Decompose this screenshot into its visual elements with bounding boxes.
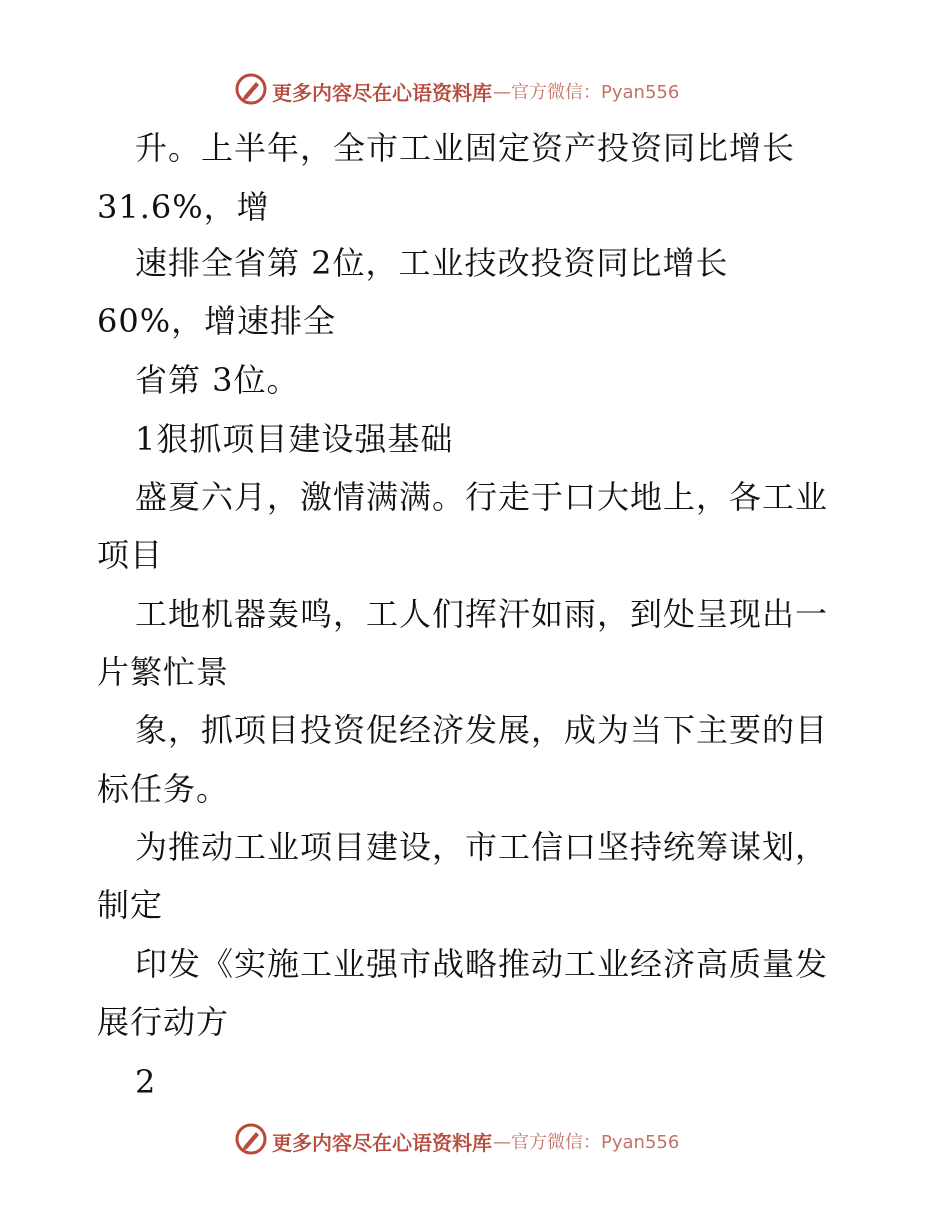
watermark-brand-text: 更多内容尽在心语资料库 <box>272 81 492 105</box>
body-line: 60%，增速排全 <box>97 302 337 340</box>
watermark-brand-text: 更多内容尽在心语资料库 <box>272 1131 492 1155</box>
header-watermark <box>0 70 950 110</box>
body-line: 展行动方 <box>97 1003 230 1041</box>
body-line: 31.6%，增 <box>97 188 270 226</box>
footer-watermark <box>0 1120 950 1160</box>
pen-seal-icon <box>234 1122 268 1156</box>
body-line: 为推动工业项目建设，市工信口坚持统筹谋划， <box>135 828 829 866</box>
body-line: 片繁忙景 <box>97 653 230 691</box>
pen-seal-icon <box>234 72 268 106</box>
section-heading: 1狠抓项目建设强基础 <box>135 420 454 458</box>
body-line: 象，抓项目投资促经济发展，成为当下主要的目 <box>135 711 829 749</box>
body-line: 省第 3位。 <box>135 361 300 399</box>
body-line: 工地机器轰鸣，工人们挥汗如雨，到处呈现出一 <box>135 595 829 633</box>
body-line: 标任务。 <box>97 770 230 808</box>
body-line: 制定 <box>97 886 164 924</box>
body-line: 盛夏六月，激情满满。行走于口大地上，各工业 <box>135 478 829 516</box>
body-line: 速排全省第 2位，工业技改投资同比增长 <box>135 244 729 282</box>
body-line: 印发《实施工业强市战略推动工业经济高质量发 <box>135 945 829 983</box>
watermark-contact-text: —官方微信：Pyan556 <box>493 1132 680 1153</box>
watermark-contact-text: —官方微信：Pyan556 <box>493 82 680 103</box>
body-line: 项目 <box>97 536 164 574</box>
body-line: 升。上半年，全市工业固定资产投资同比增长 <box>135 129 796 167</box>
page-number: 2 <box>135 1063 157 1101</box>
